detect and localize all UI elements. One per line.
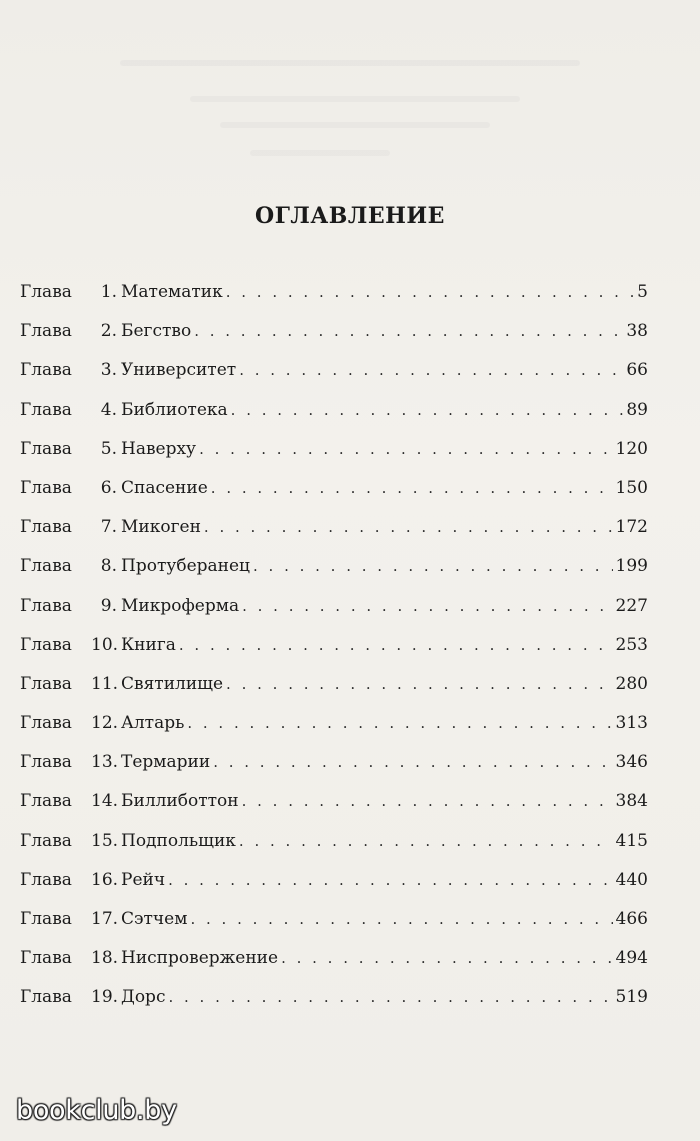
chapter-number: 9. [100,595,117,616]
toc-entry [20,439,648,478]
toc-entry [20,360,648,399]
table-of-contents [20,282,648,1027]
chapter-number: 16. [91,869,119,890]
chapter-prefix: Глава [20,595,72,616]
leader-dots [194,322,623,340]
chapter-page: 346 [615,752,648,773]
chapter-page: 172 [615,517,648,538]
toc-entry [20,400,648,439]
chapter-prefix: Глава [20,987,72,1008]
chapter-number: 8. [100,556,117,577]
chapter-title: Алтарь [121,713,185,734]
chapter-page: 415 [615,830,648,851]
chapter-title: Математик [121,282,223,302]
bleed-through-line [220,122,490,128]
chapter-title: Биллиботтон [121,791,239,812]
toc-entry [20,321,648,360]
chapter-page: 89 [626,399,648,420]
leader-dots [213,753,612,771]
chapter-prefix: Глава [20,869,72,890]
chapter-page: 384 [615,791,648,812]
chapter-page: 227 [615,595,648,616]
bleed-through-line [190,96,520,102]
leader-dots [281,949,612,967]
toc-entry [20,596,648,635]
chapter-page: 120 [615,438,648,459]
toc-entry [20,674,648,713]
toc-entry [20,791,648,830]
chapter-title: Сэтчем [121,909,188,929]
leader-dots [253,557,613,575]
toc-entry [20,282,648,321]
chapter-title: Микроферма [121,595,240,616]
chapter-title: Термарии [121,752,211,773]
chapter-title: Наверху [121,438,197,459]
chapter-title: Спасение [121,477,208,498]
chapter-number: 6. [100,477,117,498]
toc-entry [20,752,648,791]
chapter-page: 519 [615,987,648,1008]
leader-dots [231,401,624,419]
chapter-title: Святилище [121,673,224,694]
leader-dots [168,871,612,889]
chapter-page: 253 [615,634,648,655]
chapter-title: Книга [121,634,176,655]
toc-entry [20,517,648,556]
chapter-page: 440 [615,869,648,890]
leader-dots [242,792,613,810]
chapter-title: Микоген [121,517,201,538]
chapter-title: Подпольщик [121,830,236,851]
toc-entry [20,948,648,987]
chapter-number: 4. [100,399,117,420]
chapter-page: 466 [615,909,648,929]
leader-dots [239,832,613,850]
chapter-number: 13. [91,752,119,773]
chapter-number: 18. [91,948,119,969]
bleed-through-line [250,150,390,156]
chapter-number: 12. [91,713,119,734]
chapter-number: 7. [100,517,117,538]
leader-dots [168,988,612,1006]
chapter-prefix: Глава [20,673,72,694]
chapter-number: 15. [91,830,119,851]
chapter-prefix: Глава [20,791,72,812]
leader-dots [190,910,612,928]
chapter-prefix: Глава [20,360,72,381]
chapter-page: 199 [615,556,648,577]
leader-dots [226,675,613,693]
leader-dots [187,714,612,732]
chapter-prefix: Глава [20,556,72,577]
toc-entry [20,556,648,595]
chapter-page: 494 [615,948,648,969]
chapter-prefix: Глава [20,438,72,459]
toc-entry [20,713,648,752]
chapter-number: 19. [91,987,119,1008]
chapter-title: Дорс [121,987,166,1008]
leader-dots [199,440,612,458]
leader-dots [204,518,613,536]
chapter-prefix: Глава [20,713,72,734]
chapter-page: 313 [615,713,648,734]
chapter-title: Университет [121,360,237,381]
chapter-prefix: Глава [20,517,72,538]
chapter-prefix: Глава [20,477,72,498]
leader-dots [239,361,623,379]
chapter-title: Протуберанец [121,556,250,577]
chapter-page: 5 [637,282,648,302]
chapter-prefix: Глава [20,321,72,342]
chapter-number: 5. [100,438,117,459]
leader-dots [179,636,613,654]
chapter-number: 14. [91,791,119,812]
chapter-title: Бегство [121,321,192,342]
chapter-number: 17. [91,909,119,929]
chapter-title: Библиотека [121,399,228,420]
chapter-title: Рейч [121,869,166,890]
page-title: ОГЛАВЛЕНИЕ [255,203,445,229]
leader-dots [211,479,613,497]
watermark: bookclub.by [16,1095,177,1126]
chapter-number: 11. [91,673,119,694]
chapter-prefix: Глава [20,399,72,420]
toc-entry [20,909,648,948]
chapter-page: 38 [626,321,648,342]
chapter-prefix: Глава [20,948,72,969]
chapter-page: 280 [615,673,648,694]
chapter-title: Ниспровержение [121,948,279,969]
leader-dots [242,597,612,615]
chapter-prefix: Глава [20,752,72,773]
toc-entry [20,870,648,909]
chapter-prefix: Глава [20,634,72,655]
chapter-prefix: Глава [20,909,72,929]
chapter-prefix: Глава [20,282,72,302]
toc-entry [20,987,648,1026]
chapter-prefix: Глава [20,830,72,851]
toc-entry [20,478,648,517]
chapter-page: 150 [615,477,648,498]
chapter-number: 1. [100,282,117,302]
toc-entry [20,635,648,674]
bleed-through-line [120,60,580,66]
chapter-number: 2. [100,321,117,342]
leader-dots [226,283,634,301]
chapter-number: 3. [100,360,117,381]
toc-entry [20,831,648,870]
chapter-page: 66 [626,360,648,381]
chapter-number: 10. [91,634,119,655]
